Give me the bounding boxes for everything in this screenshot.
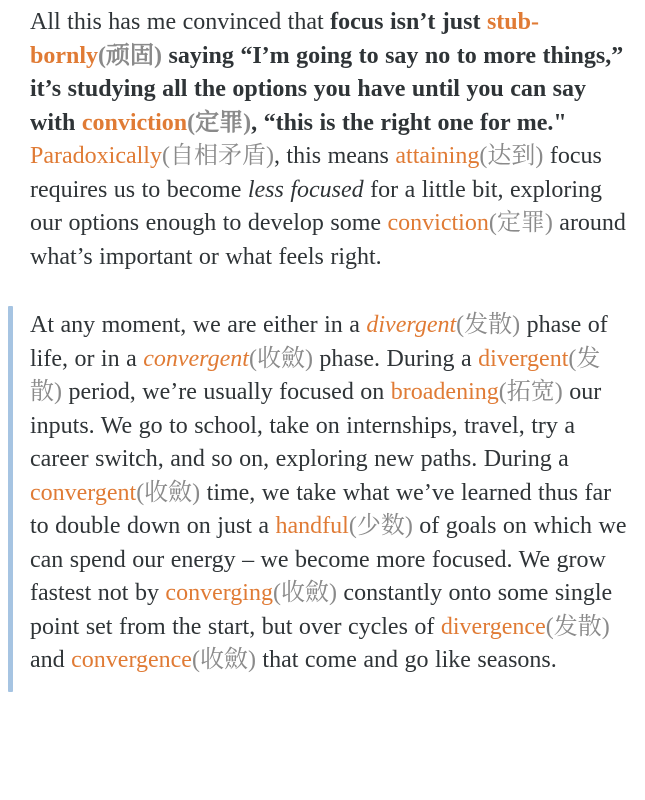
highlighted-word[interactable]: handful (275, 513, 349, 539)
translation-annotation: (收斂) (248, 345, 313, 372)
text-segment: , this means (273, 143, 396, 169)
text-segment: period, we’re usually focused on (62, 379, 391, 405)
highlighted-word[interactable]: Paradoxically (30, 143, 162, 169)
translation-annotation: (收斂) (272, 580, 337, 606)
text-segment: All this has me convinced that (30, 9, 331, 35)
text-segment: phase of life, or in a (30, 312, 608, 372)
text-segment: our inputs. We go to school, take on internships, travel, try a career switch, and so on, exploring new paths. During a (30, 379, 602, 472)
text-segment: less focused (247, 176, 364, 203)
text-segment: At any moment, we are either in a (30, 312, 367, 338)
highlighted-word[interactable]: convergent (143, 345, 249, 372)
translation-annotation: (自相矛盾) (161, 143, 274, 169)
translation-annotation: (定罪) (187, 109, 252, 136)
text-segment: saying “I’m going to say no to more things,” it’s studying all the options you have until you can say with (30, 42, 624, 136)
text-segment: focus requires us to become (30, 143, 602, 203)
highlighted-word[interactable]: convergence (71, 647, 192, 673)
translation-annotation: (少数) (348, 513, 413, 539)
highlighted-word[interactable]: divergent (366, 312, 457, 338)
translation-annotation: (发散) (545, 613, 610, 640)
translation-annotation: (顽固) (98, 42, 162, 69)
blockquote-bar (8, 306, 13, 692)
text-segment: of goals on which we can spend our energy – we become more focused. We grow fastest not by (30, 513, 627, 606)
translation-annotation: (定罪) (488, 210, 553, 236)
translation-annotation: (收斂) (191, 647, 256, 673)
text-segment: constantly onto some single point set from the start, but over cycles of (30, 580, 613, 640)
paragraph-focus-conviction (30, 6, 629, 274)
text-segment: focus isn’t just (330, 9, 487, 35)
text-segment: for a little bit, exploring our options enough to develop some (30, 176, 603, 236)
highlighted-word[interactable]: stubbornly (30, 9, 539, 69)
translation-annotation: (发散) (456, 312, 521, 338)
highlighted-word[interactable]: divergence (440, 613, 546, 640)
blockquote-divergent-convergent (30, 309, 629, 678)
text-segment: , “this is the right one for me." (251, 109, 567, 136)
highlighted-word[interactable]: converging (165, 580, 273, 606)
highlighted-word[interactable]: conviction (387, 210, 489, 236)
translation-annotation: (达到) (479, 143, 544, 169)
translation-annotation: (收斂) (136, 479, 201, 506)
highlighted-word[interactable]: divergent (478, 345, 569, 372)
translation-annotation: (拓宽) (498, 379, 563, 405)
text-segment: around what’s important or what feels right. (30, 210, 626, 270)
text-segment: and (30, 647, 72, 673)
highlighted-word[interactable]: conviction (81, 109, 188, 136)
text-segment: time, we take what we’ve learned thus far to double down on just a (30, 479, 612, 539)
highlighted-word[interactable]: attaining (395, 143, 480, 169)
text-segment: that come and go like seasons. (255, 647, 557, 673)
translation-annotation: (发散) (30, 345, 601, 405)
highlighted-word[interactable]: convergent (30, 479, 137, 506)
highlighted-word[interactable]: broadening (390, 379, 499, 405)
text-segment: phase. During a (312, 345, 479, 372)
